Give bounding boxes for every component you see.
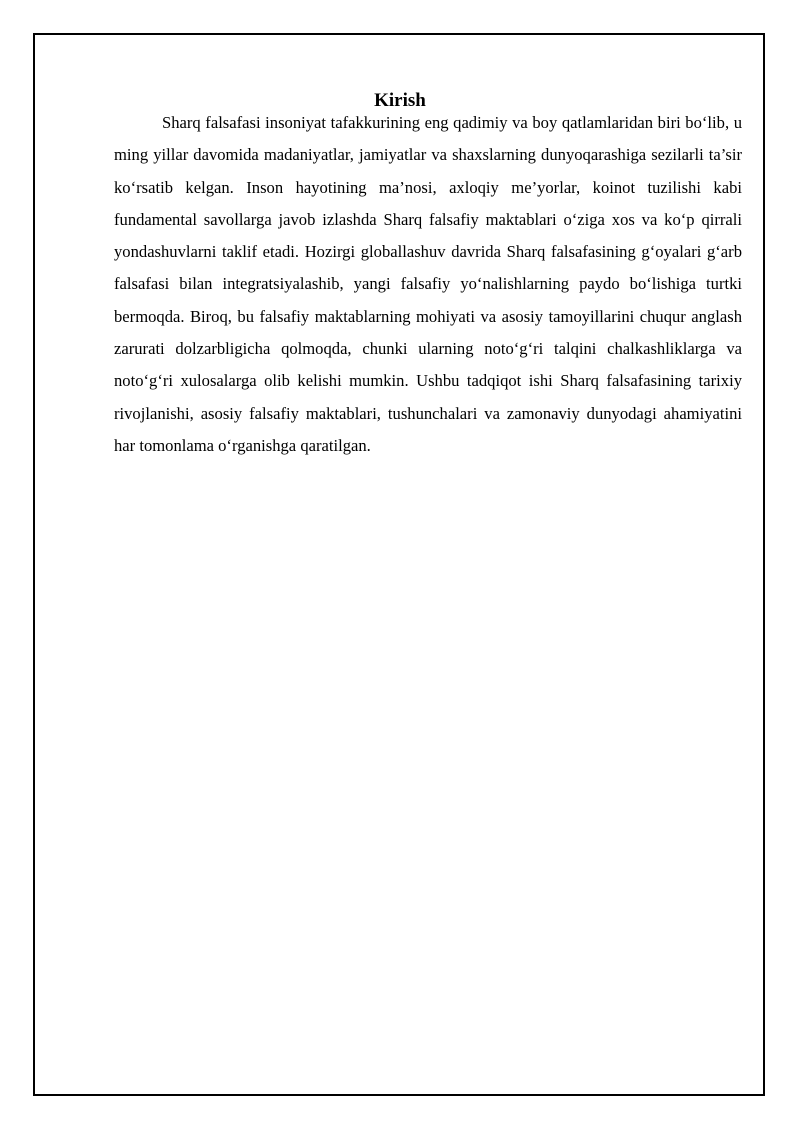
body-paragraph: Sharq falsafasi insoniyat tafakkurining eng qadimiy va boy qatlamlaridan biri bo‘lib, u ming yillar davomida madaniyatlar, jamiyatlar va shaxslarning dunyoqarashiga sezilarli ta’sir ko‘rsatib kelgan. Inson hayotining ma’nosi, axloqiy me’yorlar, koinot tuzilishi kabi fundamental savollarga javob izlashda Sharq falsafiy maktablari o‘ziga xos va ko‘p qirrali yondashuvlarni taklif etadi. Hozirgi globallashuv davrida Sharq falsafasining g‘oyalari g‘arb falsafasi bilan integratsiyalashib, yangi falsafiy yo‘nalishlarning paydo bo‘lishiga turtki bermoqda. Biroq, bu falsafiy maktablarning mohiyati va asosiy tamoyillarini chuqur anglash zarurati dolzarbligicha qolmoqda, chunki ularning noto‘g‘ri talqini chalkashliklarga va noto‘g‘ri xulosalarga olib kelishi mumkin. Ushbu tadqiqot ishi Sharq falsafasining tarixiy rivojlanishi, asosiy falsafiy maktablari, tushunchalari va zamonaviy dunyodagi ahamiyatini har tomonlama o‘rganishga qaratilgan.: [114, 113, 742, 455]
section-heading: Kirish: [374, 89, 426, 111]
